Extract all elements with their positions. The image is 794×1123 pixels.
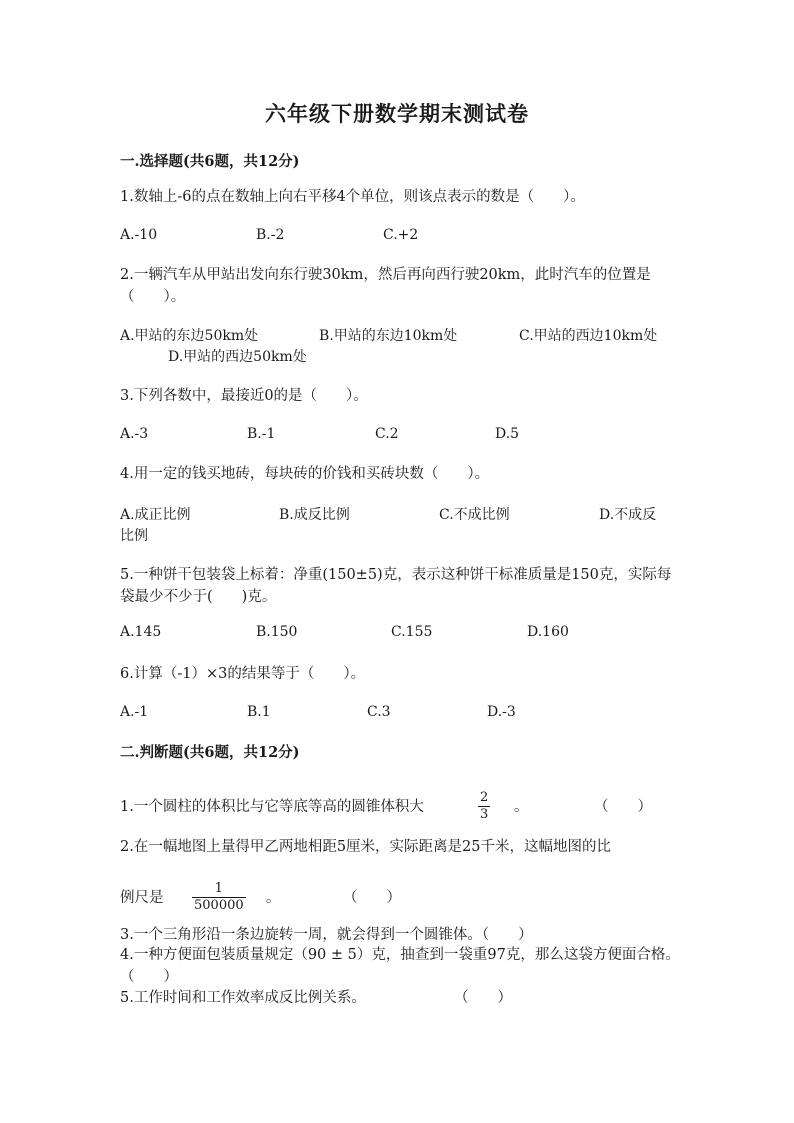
option-4d-wrap: 比例: [120, 528, 148, 544]
question-2: 2.一辆汽车从甲站出发向东行驶30km，然后再向西行驶20km，此时汽车的位置是（ ）。: [120, 267, 651, 305]
judge-1-paren: （ ）: [594, 799, 652, 815]
question-4: 4.用一定的钱买地砖，每块砖的价钱和买砖块数（ ）。: [120, 466, 490, 482]
question-6: 6.计算（-1）×3的结果等于（ ）。: [120, 666, 366, 682]
option-2d: D.甲站的西边50km处: [168, 349, 307, 365]
judge-1-tail: 。: [514, 799, 529, 815]
judge-5-text: 5.工作时间和工作效率成反比例关系。: [120, 990, 366, 1006]
option-6d: D.-3: [487, 704, 516, 720]
option-6b: B.1: [247, 704, 271, 720]
question-1: 1.数轴上-6的点在数轴上向右平移4个单位，则该点表示的数是（ ）。: [120, 189, 585, 205]
judge-5-paren: （ ）: [454, 990, 512, 1006]
judge-2-fraction: [192, 881, 246, 914]
judge-2-paren: （ ）: [343, 890, 401, 906]
option-5b: B.150: [256, 624, 298, 640]
option-2b: B.甲站的东边10km处: [319, 328, 458, 344]
option-5d: D.160: [527, 624, 569, 640]
page-title: 六年级下册数学期末测试卷: [265, 101, 529, 126]
option-5a: A.145: [120, 624, 162, 640]
option-3b: B.-1: [247, 426, 276, 442]
option-1c: C.+2: [383, 227, 419, 243]
option-3c: C.2: [375, 426, 399, 442]
question-5: 5.一种饼干包装袋上标着：净重(150±5)克，表示这种饼干标准质量是150克，实际每袋最少不少于( )克。: [120, 567, 672, 605]
option-3a: A.-3: [120, 426, 149, 442]
judge-1-fraction: [478, 790, 490, 823]
option-1b: B.-2: [256, 227, 285, 243]
judge-2-text2: 例尺是: [120, 890, 164, 906]
option-3d: D.5: [495, 426, 520, 442]
option-2a: A.甲站的东边50km处: [120, 328, 259, 344]
judge-2-tail: 。: [266, 890, 281, 906]
judge-3: 3.一个三角形沿一条边旋转一周，就会得到一个圆锥体。（ ）: [120, 927, 533, 943]
judge-2-frac-den: 500000: [194, 898, 244, 913]
option-4b: B.成反比例: [279, 507, 350, 523]
judge-1-text: 1.一个圆柱的体积比与它等底等高的圆锥体积大: [120, 799, 424, 815]
judge-1-frac-den: 3: [480, 807, 489, 822]
judge-4: 4.一种方便面包装质量规定（90 ± 5）克，抽查到一袋重97克，那么这袋方便面合格。 （ ）: [120, 947, 702, 985]
option-6a: A.-1: [120, 704, 149, 720]
option-1a: A.-10: [120, 227, 158, 243]
option-6c: C.3: [367, 704, 391, 720]
option-4a: A.成正比例: [120, 507, 191, 523]
judge-2-frac-num: 1: [214, 881, 223, 896]
option-4c: C.不成比例: [439, 507, 510, 523]
judge-2-text: 2.在一幅地图上量得甲乙两地相距5厘米，实际距离是25千米，这幅地图的比: [120, 839, 612, 855]
question-3: 3.下列各数中，最接近0的是（ ）。: [120, 388, 368, 404]
section-heading-judge: 二.判断题(共6题，共12分): [120, 744, 300, 761]
option-4d: D.不成反: [599, 507, 657, 523]
option-2c: C.甲站的西边10km处: [519, 328, 658, 344]
section-heading-choice: 一.选择题(共6题，共12分): [120, 153, 300, 170]
option-5c: C.155: [391, 624, 433, 640]
judge-1-frac-num: 2: [480, 790, 489, 805]
